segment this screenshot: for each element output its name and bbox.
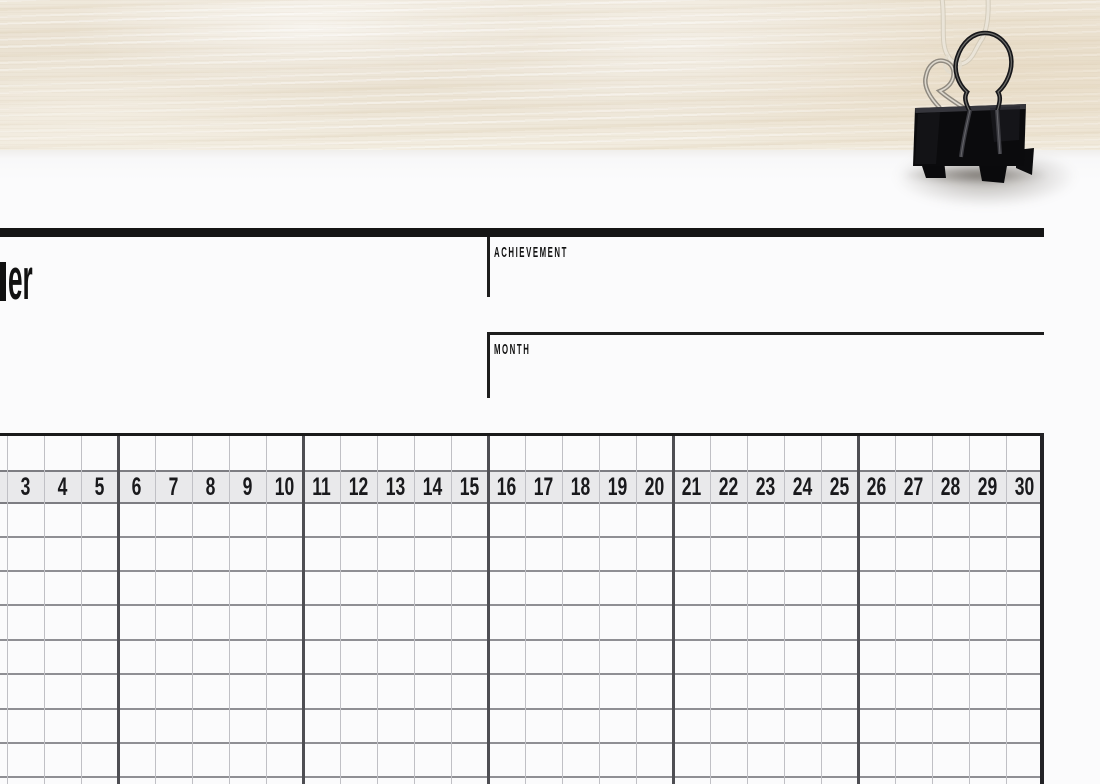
grid-column-line	[525, 436, 526, 784]
day-number: 23	[755, 473, 776, 501]
grid-column-line	[636, 436, 637, 784]
day-number: 29	[977, 473, 998, 501]
grid-column-line	[895, 436, 896, 784]
day-number: 19	[607, 473, 628, 501]
grid-group-line	[302, 436, 305, 784]
grid-column-line	[192, 436, 193, 784]
day-number: 8	[205, 473, 216, 501]
day-number: 27	[903, 473, 924, 501]
grid-column-line	[155, 436, 156, 784]
grid-column-line	[377, 436, 378, 784]
grid-column-line	[7, 436, 8, 784]
grid-row-line	[0, 639, 1041, 641]
page-title-fragment: er	[8, 247, 33, 312]
grid-column-line	[562, 436, 563, 784]
achievement-field-left-line	[487, 237, 490, 297]
grid-column-line	[451, 436, 452, 784]
grid-column-line	[710, 436, 711, 784]
day-number: 9	[242, 473, 253, 501]
grid-group-line	[487, 436, 490, 784]
day-number: 15	[459, 473, 480, 501]
day-number: 30	[1014, 473, 1035, 501]
day-number: 17	[533, 473, 554, 501]
day-number: 7	[168, 473, 179, 501]
grid-row-line	[0, 673, 1041, 675]
grid-row-line	[0, 604, 1041, 606]
day-number: 28	[940, 473, 961, 501]
grid-column-line	[340, 436, 341, 784]
day-number: 4	[57, 473, 68, 501]
grid-column-line	[932, 436, 933, 784]
day-number: 16	[496, 473, 517, 501]
grid-row-line	[0, 776, 1041, 778]
day-number: 6	[131, 473, 142, 501]
grid-row-line	[0, 570, 1041, 572]
day-number: 20	[644, 473, 665, 501]
tracker-grid	[0, 433, 1044, 784]
month-field-left-line	[487, 332, 490, 398]
binder-clip	[870, 0, 1070, 200]
grid-row-line	[0, 742, 1041, 744]
grid-row-line	[0, 708, 1041, 710]
grid-row-line	[0, 470, 1041, 472]
day-number: 25	[829, 473, 850, 501]
grid-column-line	[414, 436, 415, 784]
grid-column-line	[969, 436, 970, 784]
header-rule	[0, 228, 1044, 237]
day-number: 11	[312, 473, 331, 501]
day-number: 10	[274, 473, 295, 501]
grid-group-line	[857, 436, 860, 784]
grid-column-line	[81, 436, 82, 784]
grid-column-line	[266, 436, 267, 784]
day-number: 26	[866, 473, 887, 501]
clip-body	[913, 104, 1034, 183]
day-number: 13	[385, 473, 406, 501]
day-number: 3	[20, 473, 31, 501]
partial-letter-fragment	[0, 262, 6, 301]
day-number: 22	[718, 473, 739, 501]
grid-row-line	[0, 536, 1041, 538]
day-number: 12	[348, 473, 369, 501]
grid-row-line	[0, 502, 1041, 504]
grid-top-border	[0, 433, 1044, 436]
day-number: 21	[681, 473, 702, 501]
month-field-top-line	[487, 332, 1044, 335]
grid-column-line	[44, 436, 45, 784]
grid-group-line	[117, 436, 120, 784]
grid-column-line	[821, 436, 822, 784]
grid-column-line	[229, 436, 230, 784]
grid-column-line	[1006, 436, 1007, 784]
day-number: 14	[422, 473, 443, 501]
achievement-field-label: ACHIEVEMENT	[494, 244, 568, 261]
grid-column-line	[747, 436, 748, 784]
grid-group-line	[672, 436, 675, 784]
day-number: 5	[94, 473, 105, 501]
grid-column-line	[599, 436, 600, 784]
month-field-label: MONTH	[494, 341, 531, 358]
day-number: 18	[570, 473, 591, 501]
grid-right-border	[1040, 433, 1044, 784]
grid-column-line	[784, 436, 785, 784]
day-number: 24	[792, 473, 813, 501]
